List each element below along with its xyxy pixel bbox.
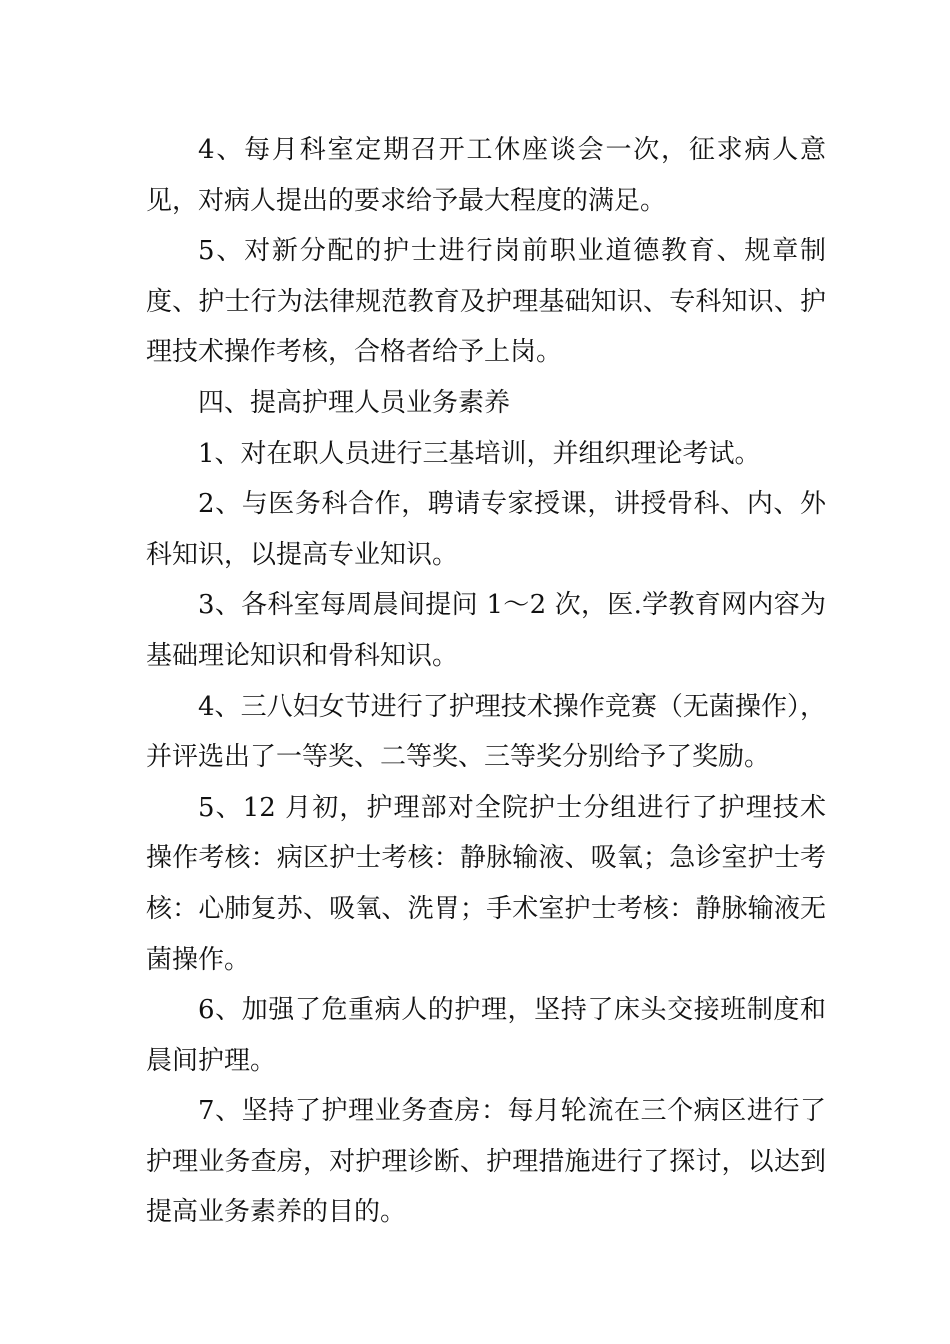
- paragraph-5: 3、各科室每周晨间提问 1～2 次，医.学教育网内容为基础理论知识和骨科知识。: [146, 590, 826, 671]
- paragraph-4: 2、与医务科合作，聘请专家授课，讲授骨科、内、外科知识，以提高专业知识。: [146, 489, 826, 570]
- paragraph-9: 7、坚持了护理业务查房：每月轮流在三个病区进行了护理业务查房，对护理诊断、护理措施进行了探讨，以达到提高业务素养的目的。: [146, 1096, 826, 1228]
- paragraph-1: 4、每月科室定期召开工休座谈会一次，征求病人意见，对病人提出的要求给予最大程度的满足。: [146, 135, 826, 216]
- paragraph-7: 5、12 月初，护理部对全院护士分组进行了护理技术操作考核：病区护士考核：静脉输液、吸氧；急诊室护士考核：心肺复苏、吸氧、洗胃；手术室护士考核：静脉输液无菌操作。: [146, 792, 826, 975]
- paragraph-8: 6、加强了危重病人的护理，坚持了床头交接班制度和晨间护理。: [146, 995, 826, 1076]
- paragraph-2: 5、对新分配的护士进行岗前职业道德教育、规章制度、护士行为法律规范教育及护理基础知识、专科知识、护理技术操作考核，合格者给予上岗。: [146, 236, 826, 368]
- paragraph-6: 4、三八妇女节进行了护理技术操作竞赛（无菌操作），并评选出了一等奖、二等奖、三等奖分别给予了奖励。: [146, 691, 826, 773]
- document-body: [146, 125, 826, 1238]
- paragraph-3: 1、对在职人员进行三基培训，并组织理论考试。: [198, 438, 761, 469]
- section-heading: 四、提高护理人员业务素养: [198, 387, 511, 418]
